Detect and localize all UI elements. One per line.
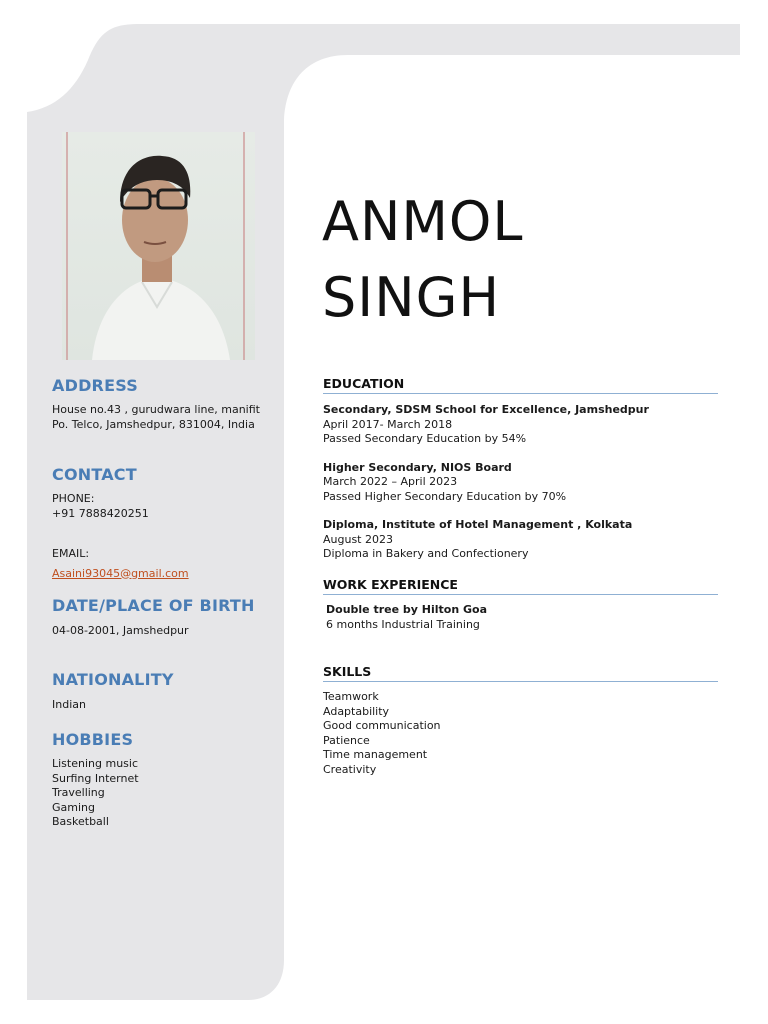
nationality-section (52, 670, 282, 713)
profile-photo (62, 132, 255, 360)
phone-value: +91 7888420251 (52, 506, 149, 520)
education-heading: EDUCATION (323, 376, 718, 394)
education-title: Diploma, Institute of Hotel Management , Kolkata (323, 518, 633, 531)
skills-heading: SKILLS (323, 664, 718, 682)
work-section (323, 577, 718, 632)
email-label: EMAIL: (52, 547, 90, 560)
work-heading: WORK EXPERIENCE (323, 577, 718, 595)
education-entry (323, 518, 718, 562)
birth-section (52, 596, 282, 639)
education-date: April 2017- March 2018 (323, 417, 453, 431)
hobby-item: Gaming (52, 800, 95, 814)
address-section (52, 376, 282, 432)
work-title: Double tree by Hilton Goa (326, 603, 487, 616)
hobby-item: Surfing Internet (52, 771, 139, 785)
education-detail: Diploma in Bakery and Confectionery (323, 547, 529, 560)
skill-item: Teamwork (323, 690, 379, 703)
address-line1: House no.43 , gurudwara line, manifit (52, 403, 260, 416)
education-title: Higher Secondary, NIOS Board (323, 460, 512, 474)
email-link[interactable]: Asaini93045@gmail.com (52, 566, 189, 580)
skill-item: Patience (323, 733, 370, 747)
phone-label: PHONE: (52, 492, 95, 505)
skill-item: Creativity (323, 762, 377, 776)
contact-section (52, 465, 282, 581)
education-section (323, 376, 718, 562)
hobbies-section (52, 730, 282, 830)
skills-section (323, 664, 718, 777)
nationality-value: Indian (52, 698, 86, 711)
name-last: SINGH (322, 266, 501, 329)
education-date: March 2022 – April 2023 (323, 475, 458, 488)
nationality-heading: NATIONALITY (52, 670, 174, 689)
birth-heading: DATE/PLACE OF BIRTH (52, 596, 255, 615)
birth-value: 04-08-2001, Jamshedpur (52, 624, 189, 637)
skill-item: Good communication (323, 719, 441, 732)
skill-item: Time management (323, 748, 428, 761)
hobbies-heading: HOBBIES (52, 730, 134, 749)
address-heading: ADDRESS (52, 376, 138, 395)
education-title: Secondary, SDSM School for Excellence, Jamshedpur (323, 403, 649, 416)
education-entry (323, 403, 718, 447)
education-date: August 2023 (323, 532, 393, 546)
name-first: ANMOL (322, 190, 524, 253)
hobby-item: Travelling (52, 786, 105, 799)
contact-heading: CONTACT (52, 465, 137, 484)
hobby-item: Basketball (52, 815, 109, 828)
address-line2: Po. Telco, Jamshedpur, 831004, India (52, 417, 255, 431)
skill-item: Adaptability (323, 704, 390, 718)
work-detail: 6 months Industrial Training (326, 617, 480, 631)
education-detail: Passed Secondary Education by 54% (323, 432, 527, 445)
education-entry (323, 461, 718, 505)
education-detail: Passed Higher Secondary Education by 70% (323, 489, 567, 503)
hobby-item: Listening music (52, 757, 138, 770)
work-entry (323, 603, 718, 632)
